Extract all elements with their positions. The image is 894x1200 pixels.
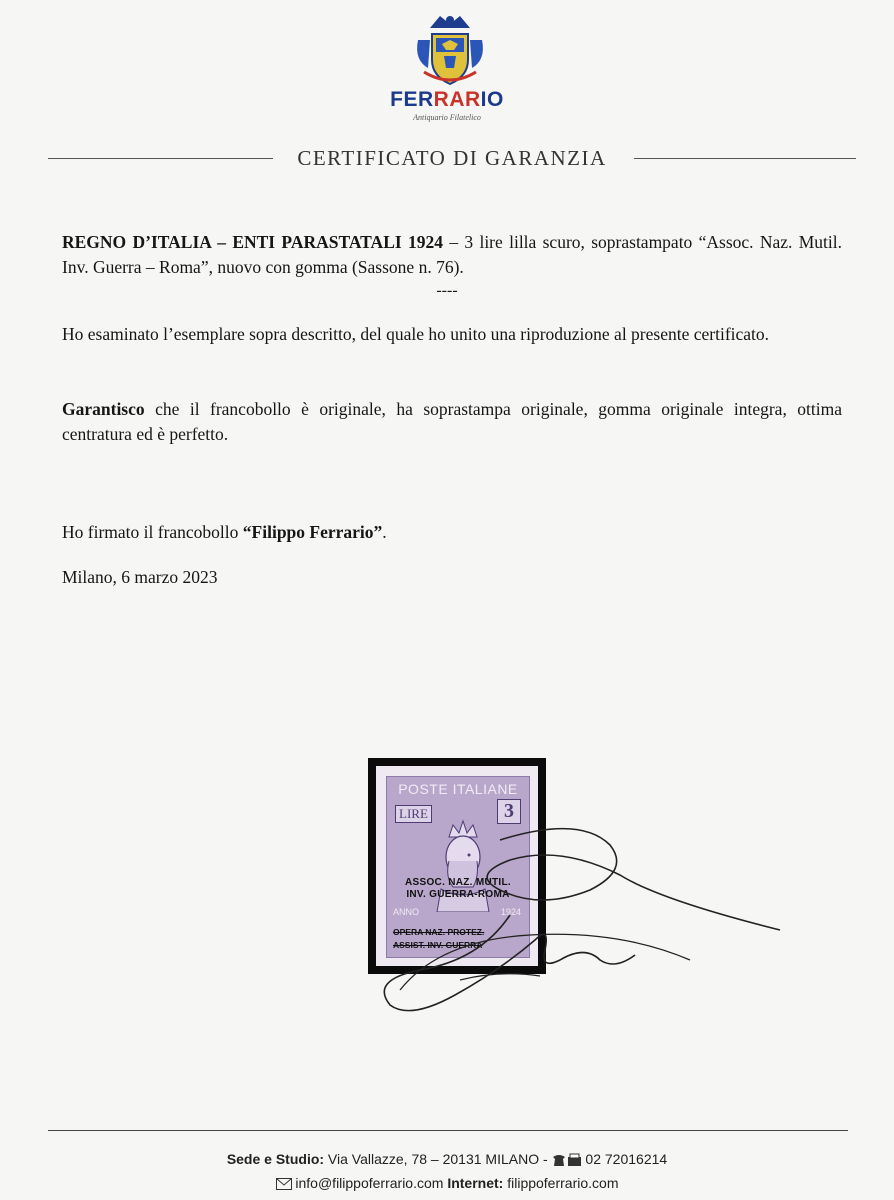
footer-address-line: [0, 1151, 894, 1167]
footer-address: Via Vallazze, 78 – 20131 MILANO -: [324, 1151, 552, 1167]
signer-name: “Filippo Ferrario”: [242, 522, 383, 542]
footer-website[interactable]: filippoferrario.com: [503, 1175, 619, 1191]
title-rule-right: [634, 158, 856, 159]
footer-internet-label: Internet:: [447, 1175, 504, 1191]
signed-text-end: .: [382, 522, 387, 542]
stamp-bottom-line2: ASSIST. INV. GUERRA: [393, 940, 483, 950]
separator: ----: [436, 282, 458, 299]
description-heading: REGNO D’ITALIA – ENTI PARASTATALI 1924: [62, 232, 443, 252]
stamp-anno-label: ANNO: [393, 907, 420, 917]
envelope-icon: [276, 1178, 292, 1190]
footer-phone: 02 72016214: [581, 1151, 668, 1167]
stamp-overprint-line2: INV. GUERRA-ROMA: [406, 889, 510, 900]
stamp-overprint-line1: ASSOC. NAZ. MUTIL.: [405, 877, 511, 888]
handwritten-signature: [360, 820, 800, 1040]
examination-paragraph: Ho esaminato l’esemplare sopra descritto, del quale ho unito una riproduzione al presente certificato.: [62, 324, 770, 344]
footer-rule: [48, 1130, 848, 1131]
stamp-value: 3: [497, 799, 521, 824]
footer-office-label: Sede e Studio:: [226, 1151, 325, 1167]
signed-paragraph: [62, 520, 842, 545]
footer-contact-line: [0, 1175, 894, 1191]
phone-fax-icon: [552, 1153, 582, 1167]
place-date: Milano, 6 marzo 2023: [62, 567, 218, 587]
stamp-country-text: POSTE ITALIANE: [398, 781, 518, 797]
footer-email[interactable]: info@filippoferrario.com: [291, 1175, 448, 1191]
signed-text: Ho firmato il francobollo: [62, 522, 243, 542]
certificate-title-row: [48, 146, 856, 172]
brand-subtitle: Antiquario Filatelico: [413, 113, 481, 122]
guarantee-heading: Garantisco: [62, 399, 145, 419]
ferrario-crest-logo: [410, 10, 490, 90]
brand-name: FERRARIO: [390, 88, 504, 111]
stamp-lire-label: LIRE: [395, 805, 432, 823]
description-text: – 3 lire lilla scuro, soprastampato “Assoc. Naz. Mutil. Inv. Guerra – Roma”, nuovo con gomma (Sassone n. 76).: [62, 232, 843, 277]
stamp-bottom-line1: OPERA NAZ. PROTEZ.: [393, 927, 485, 937]
stamp-description: [62, 230, 842, 280]
guarantee-paragraph: [62, 397, 842, 447]
stamp-year: 1924: [500, 907, 521, 917]
guarantee-text: che il francobollo è originale, ha soprastampa originale, gomma originale integra, ottima centratura ed è perfetto.: [62, 399, 842, 444]
certificate-title: CERTIFICATO DI GARANZIA: [297, 146, 607, 170]
